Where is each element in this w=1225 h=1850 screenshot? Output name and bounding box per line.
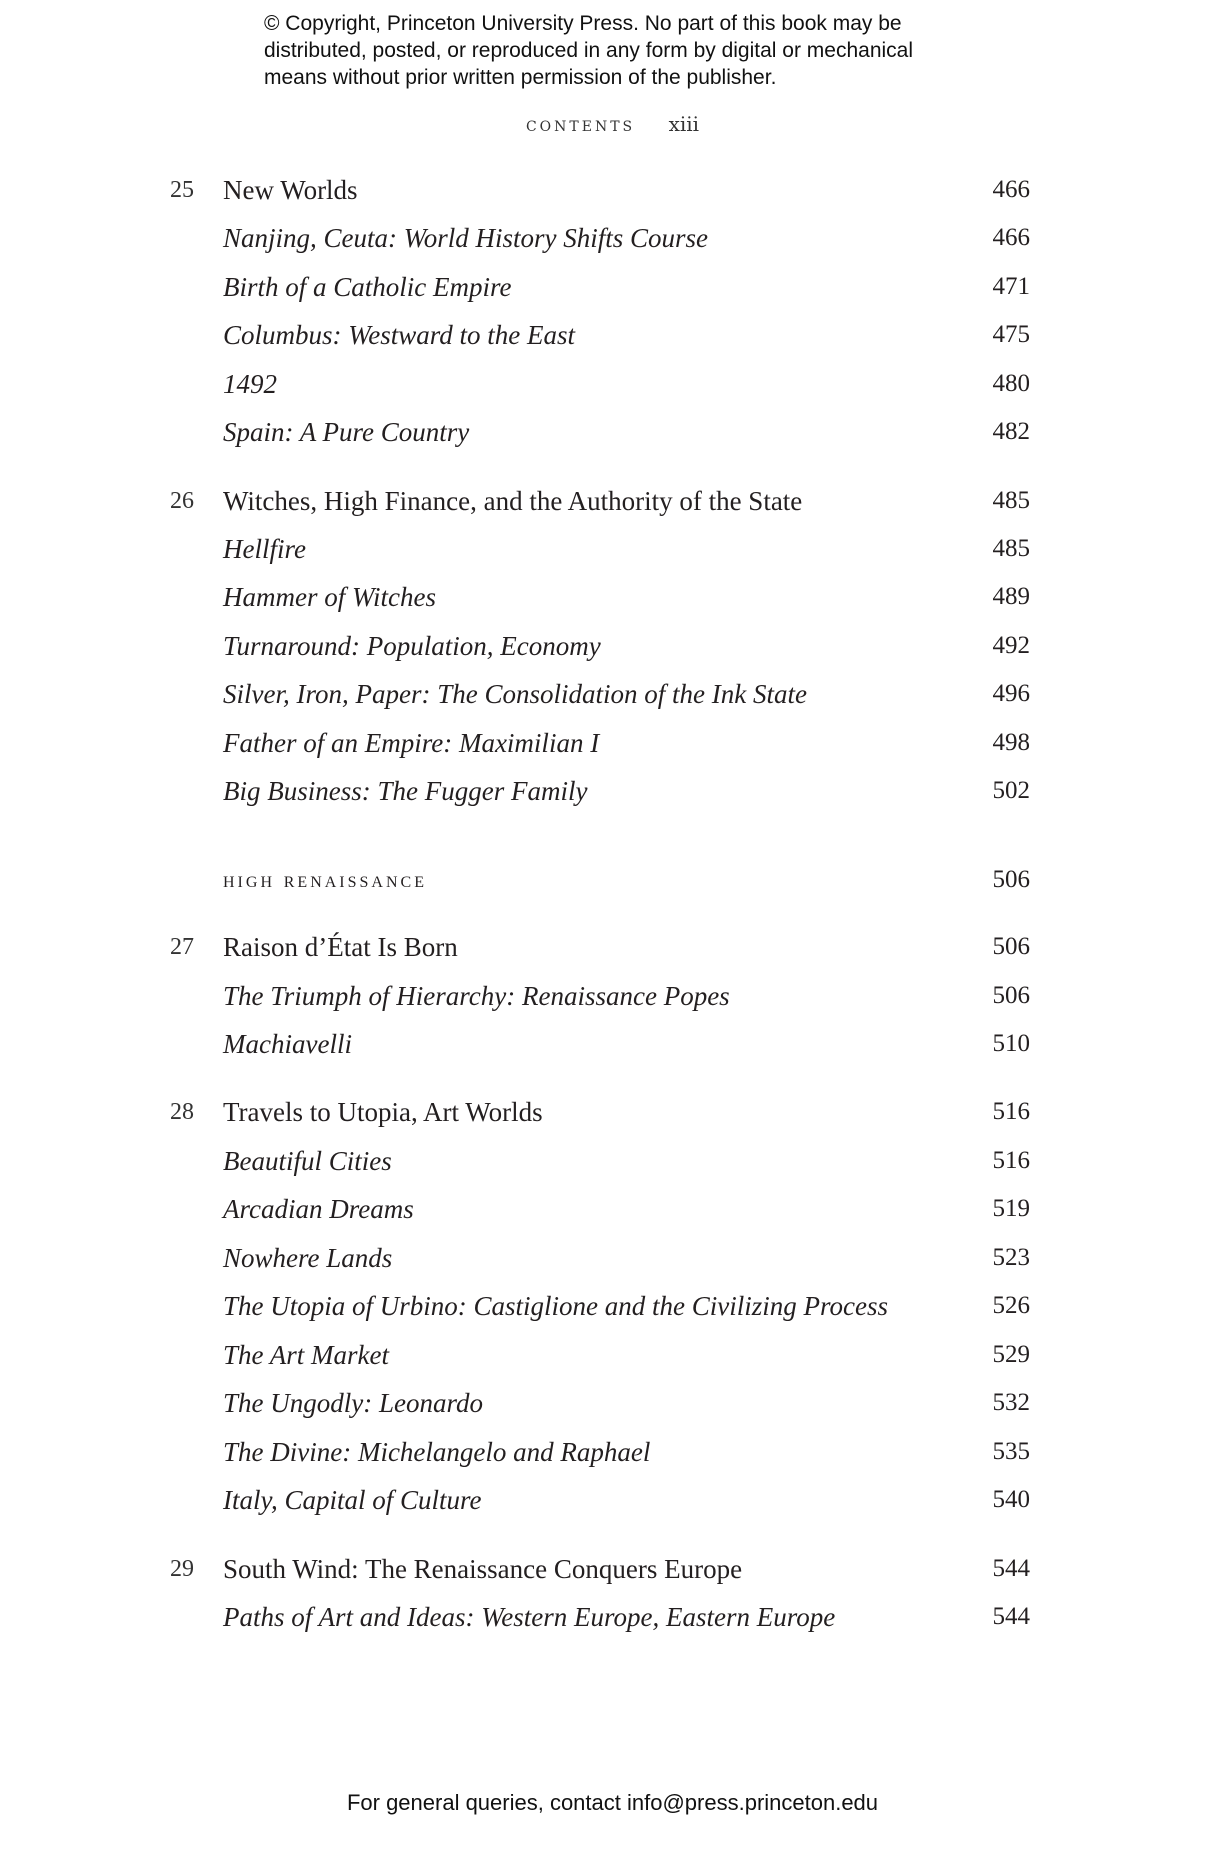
copyright-line: distributed, posted, or reproduced in any form by digital or mechanical (264, 39, 914, 62)
section-title: Arcadian Dreams (223, 1194, 414, 1224)
toc-section-row (170, 529, 1030, 569)
chapter-number: 25 (170, 177, 194, 203)
chapter-title: Witches, High Finance, and the Authority of the State (223, 486, 803, 516)
page-number: 485 (992, 535, 1030, 562)
section-title: Columbus: Westward to the East (223, 320, 576, 350)
chapter-title: New Worlds (223, 175, 358, 205)
running-head-title: contents (525, 112, 636, 136)
chapter-title: Raison d’État Is Born (223, 932, 458, 962)
toc-section-row (170, 626, 1030, 666)
section-title: Father of an Empire: Maximilian I (223, 728, 600, 758)
page-number: 498 (992, 729, 1030, 756)
copyright-line: means without prior written permission of the publisher. (264, 66, 777, 89)
page-number: 485 (992, 487, 1030, 514)
page-number: 544 (992, 1603, 1030, 1630)
toc-chapter-row (170, 481, 1030, 521)
chapter-number: 28 (170, 1099, 194, 1125)
copyright-line: © Copyright, Princeton University Press. No part of this book may be (264, 12, 902, 35)
toc-section-row (170, 1286, 1030, 1326)
section-title: Nanjing, Ceuta: World History Shifts Course (223, 223, 709, 253)
section-title: The Triumph of Hierarchy: Renaissance Popes (223, 981, 730, 1011)
page-number: 480 (992, 370, 1030, 397)
section-title: Turnaround: Population, Economy (223, 631, 601, 661)
toc-section-row (170, 1480, 1030, 1520)
page-number: 532 (992, 1389, 1030, 1416)
page-number: 544 (992, 1555, 1030, 1582)
toc-chapter-row (170, 1092, 1030, 1132)
toc-section-row (170, 1432, 1030, 1472)
toc-section-row (170, 1597, 1030, 1637)
chapter-number: 27 (170, 934, 194, 960)
footer-contact: For general queries, contact info@press.princeton.edu (346, 1790, 879, 1815)
page-number: 523 (992, 1244, 1030, 1271)
page-number: 466 (992, 224, 1030, 251)
section-title: Silver, Iron, Paper: The Consolidation of the Ink State (223, 679, 807, 709)
toc-section-row (170, 771, 1030, 811)
part-title: high renaissance (223, 867, 427, 892)
page-number: 489 (992, 583, 1030, 610)
toc-section-row (170, 674, 1030, 714)
toc-section-row (170, 1238, 1030, 1278)
section-title: Birth of a Catholic Empire (223, 272, 512, 302)
page-number: 482 (992, 418, 1030, 445)
toc-section-row (170, 1335, 1030, 1375)
page-number: 506 (992, 866, 1030, 893)
toc-section-row (170, 723, 1030, 763)
toc-section-row (170, 577, 1030, 617)
toc-section-row (170, 267, 1030, 307)
page-number: 506 (992, 933, 1030, 960)
section-title: The Art Market (223, 1340, 389, 1370)
toc-section-row (170, 1189, 1030, 1229)
page-number: 471 (992, 273, 1030, 300)
section-title: Nowhere Lands (223, 1243, 393, 1273)
section-title: Big Business: The Fugger Family (223, 776, 588, 806)
toc-section-row (170, 364, 1030, 404)
running-head-page-number: xiii (668, 112, 700, 136)
toc-section-row (170, 412, 1030, 452)
section-title: The Utopia of Urbino: Castiglione and the Civilizing Process (223, 1291, 888, 1321)
page-number: 506 (992, 982, 1030, 1009)
chapter-number: 26 (170, 488, 194, 514)
chapter-number: 29 (170, 1556, 194, 1582)
chapter-title: Travels to Utopia, Art Worlds (223, 1097, 543, 1127)
toc-section-row (170, 976, 1030, 1016)
section-title: 1492 (223, 369, 277, 399)
toc-chapter-row (170, 927, 1030, 967)
toc-section-row (170, 1024, 1030, 1064)
section-title: The Ungodly: Leonardo (223, 1388, 483, 1418)
section-title: Beautiful Cities (223, 1146, 392, 1176)
page-number: 516 (992, 1147, 1030, 1174)
section-title: Machiavelli (223, 1029, 352, 1059)
page-number: 502 (992, 777, 1030, 804)
section-title: Hammer of Witches (223, 582, 436, 612)
section-title: Hellfire (223, 534, 306, 564)
chapter-title: South Wind: The Renaissance Conquers Europe (223, 1554, 743, 1584)
section-title: Spain: A Pure Country (223, 417, 470, 447)
page-number: 466 (992, 176, 1030, 203)
toc-chapter-row (170, 1549, 1030, 1589)
section-title: Paths of Art and Ideas: Western Europe, Eastern Europe (223, 1602, 836, 1632)
page-number: 492 (992, 632, 1030, 659)
page-number: 526 (992, 1292, 1030, 1319)
page-number: 529 (992, 1341, 1030, 1368)
toc-chapter-row (170, 170, 1030, 210)
section-title: The Divine: Michelangelo and Raphael (223, 1437, 651, 1467)
toc-section-row (170, 1141, 1030, 1181)
section-title: Italy, Capital of Culture (223, 1485, 482, 1515)
page-number: 496 (992, 680, 1030, 707)
toc-part-row (170, 860, 1030, 900)
page-number: 516 (992, 1098, 1030, 1125)
page-number: 519 (992, 1195, 1030, 1222)
page-number: 510 (992, 1030, 1030, 1057)
page-number: 540 (992, 1486, 1030, 1513)
toc-section-row (170, 315, 1030, 355)
page-number: 475 (992, 321, 1030, 348)
toc-section-row (170, 218, 1030, 258)
page-number: 535 (992, 1438, 1030, 1465)
toc-section-row (170, 1383, 1030, 1423)
